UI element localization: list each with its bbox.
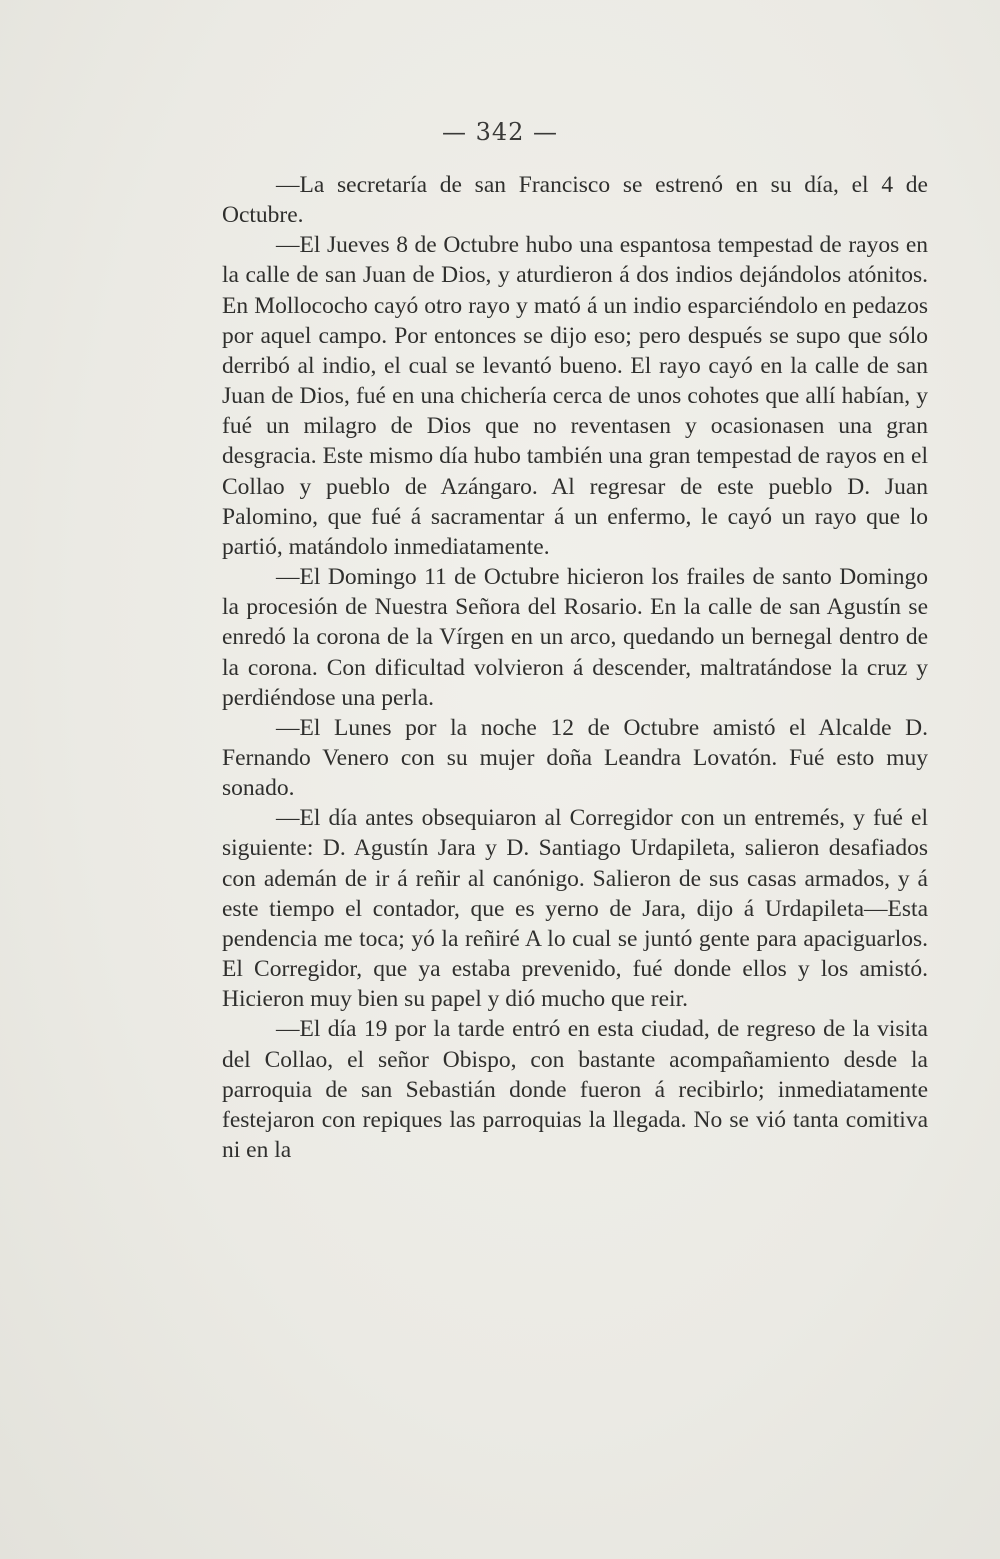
body-text: [222, 170, 928, 1165]
paragraph-procesion: —El Domingo 11 de Octubre hicieron los frailes de santo Domingo la procesión de Nuestra Señora del Rosario. En la calle de san Agustín se enredó la corona de la Vírgen en un arco, quedando un bernegal dentro de la corona. Con dificultad volvieron á descender, maltratándose la cruz y perdiéndose una perla.: [222, 564, 928, 711]
paragraph-tempestad: —El Jueves 8 de Octubre hubo una espantosa tempestad de rayos en la calle de san Juan de Dios, y aturdieron á dos indios dejándolos atónitos. En Mollococho cayó otro rayo y mató á un indio esparciéndolo en pedazos por aquel campo. Por entonces se dijo eso; pero después se supo que sólo derribó al indio, el cual se levantó bueno. El rayo cayó en la calle de san Juan de Dios, fué en una chichería cerca de unos cohotes que allí habían, y fué un milagro de Dios que no reventasen y ocasionasen una gran desgracia. Este mismo día hubo también una gran tempestad de rayos en el Collao y pueblo de Azángaro. Al regresar de este pueblo D. Juan Palomino, que fué á sacramentar á un enfermo, le cayó un rayo que lo partió, matándolo inmediatamente.: [222, 232, 928, 560]
paragraph-obispo: —El día 19 por la tarde entró en esta ciudad, de regreso de la visita del Collao, el señor Obispo, con bastante acompañamiento desde la parroquia de san Sebastián donde fueron á recibirlo; inmediatamente festejaron con repiques las parroquias la llegada. No se vió tanta comitiva ni en la: [222, 1016, 928, 1163]
paragraph-alcalde: —El Lunes por la noche 12 de Octubre amistó el Alcalde D. Fernando Venero con su mujer doña Leandra Lovatón. Fué esto muy sonado.: [222, 714, 928, 802]
page-number: — 342 —: [441, 118, 559, 146]
paragraph-secretaria: —La secretaría de san Francisco se estrenó en su día, el 4 de Octubre.: [222, 172, 928, 229]
paragraph-entremes: —El día antes obsequiaron al Corregidor con un entremés, y fué el siguiente: D. Agustín Jara y D. Santiago Urdapileta, salieron desafiados con ademán de ir á reñir al canónigo. Salieron de sus casas armados, y á este tiempo el contador, que es yerno de Jara, dijo á Urdapileta—Esta pendencia me toca; yó la reñiré A lo cual se juntó gente para apaciguarlos. El Corregidor, que ya estaba prevenido, fué donde ellos y los amistó. Hicieron muy bien su papel y dió mucho que reir.: [222, 805, 928, 1013]
